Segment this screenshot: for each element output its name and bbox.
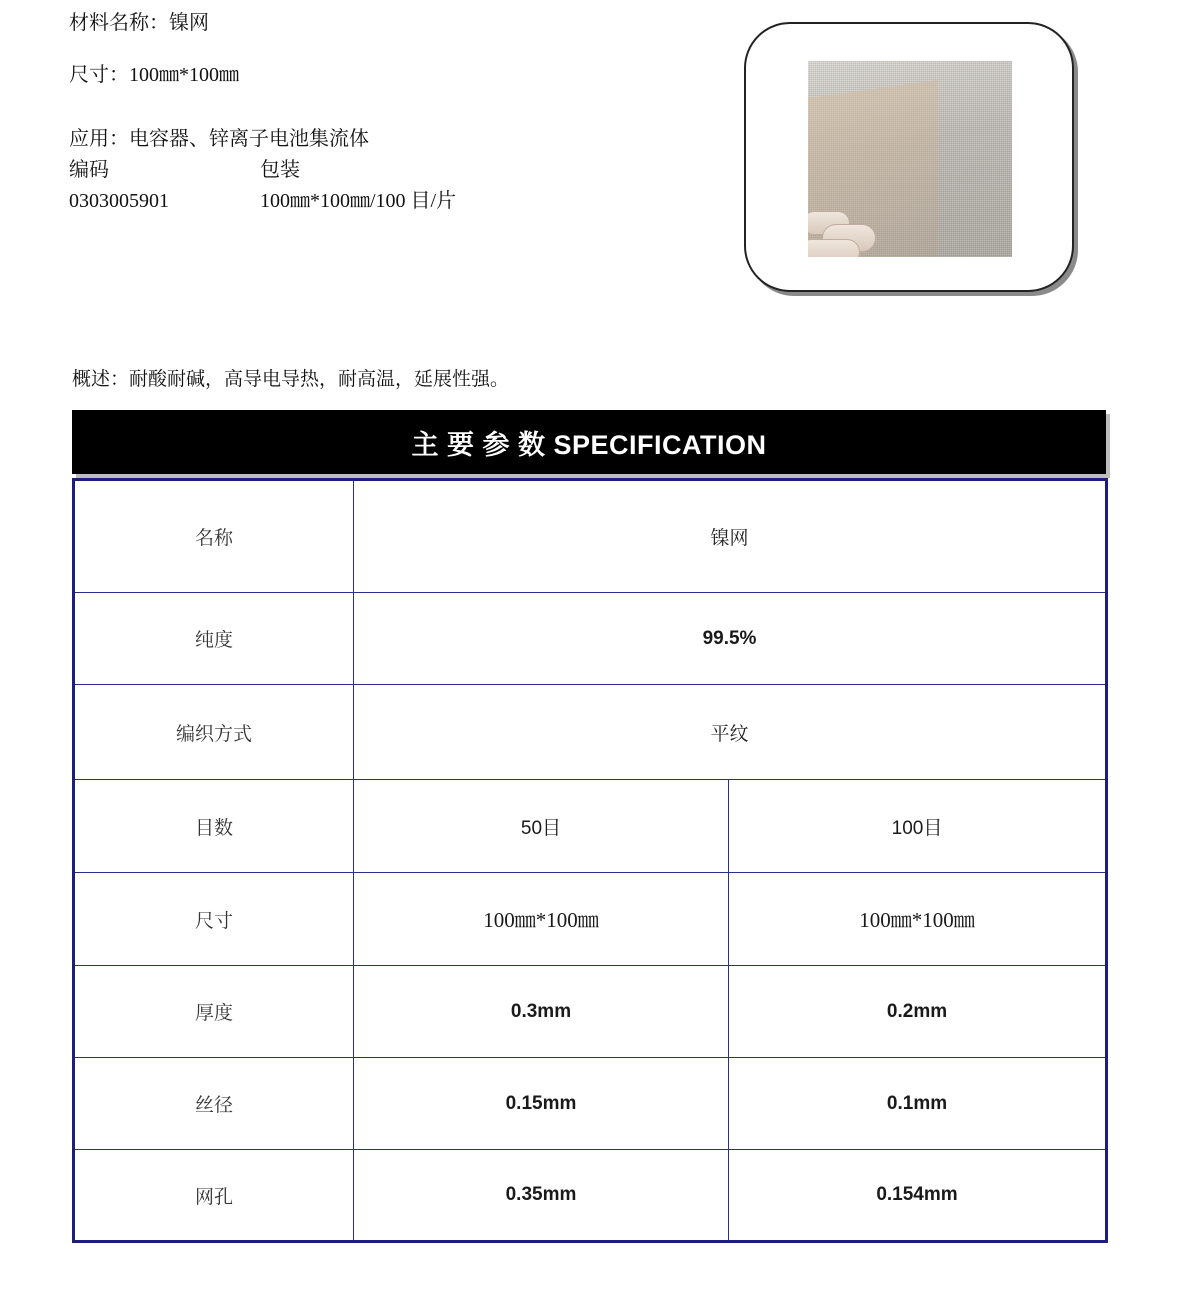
row-label-size: 尺寸 bbox=[74, 873, 354, 966]
summary-text: 概述：耐酸耐碱，高导电导热，耐高温，延展性强。 bbox=[72, 368, 510, 390]
package-label: 包装 bbox=[260, 157, 300, 181]
spec-table bbox=[72, 478, 1108, 1243]
material-name: 材料名称：镍网 bbox=[69, 10, 209, 34]
code-label: 编码 bbox=[69, 157, 109, 181]
table-row bbox=[74, 685, 1107, 780]
value-mesh-100: 100目 bbox=[729, 780, 1107, 873]
value-size-100: 100㎜*100㎜ bbox=[729, 873, 1107, 966]
value-weave: 平纹 bbox=[354, 685, 1107, 780]
spec-banner bbox=[72, 410, 1106, 474]
size-line: 尺寸：100㎜*100㎜ bbox=[69, 64, 239, 86]
row-label-name: 名称 bbox=[74, 480, 354, 593]
table-row bbox=[74, 593, 1107, 685]
value-thickness-50: 0.3mm bbox=[354, 966, 729, 1058]
table-row bbox=[74, 1150, 1107, 1242]
row-label-mesh: 目数 bbox=[74, 780, 354, 873]
table-row bbox=[74, 780, 1107, 873]
value-wire-diameter-100: 0.1mm bbox=[729, 1058, 1107, 1150]
table-row bbox=[74, 480, 1107, 593]
row-label-weave: 编织方式 bbox=[74, 685, 354, 780]
finger-shape bbox=[808, 239, 860, 257]
row-label-purity: 纯度 bbox=[74, 593, 354, 685]
value-thickness-100: 0.2mm bbox=[729, 966, 1107, 1058]
table-row bbox=[74, 1058, 1107, 1150]
value-mesh-50: 50目 bbox=[354, 780, 729, 873]
table-row bbox=[74, 873, 1107, 966]
code-value: 0303005901 bbox=[69, 190, 169, 212]
row-label-aperture: 网孔 bbox=[74, 1150, 354, 1242]
value-name: 镍网 bbox=[354, 480, 1107, 593]
application-line: 应用：电容器、锌离子电池集流体 bbox=[69, 126, 369, 150]
row-label-thickness: 厚度 bbox=[74, 966, 354, 1058]
value-size-50: 100㎜*100㎜ bbox=[354, 873, 729, 966]
value-purity: 99.5% bbox=[354, 593, 1107, 685]
value-aperture-50: 0.35mm bbox=[354, 1150, 729, 1242]
value-aperture-100: 0.154mm bbox=[729, 1150, 1107, 1242]
value-wire-diameter-50: 0.15mm bbox=[354, 1058, 729, 1150]
package-value: 100㎜*100㎜/100 目/片 bbox=[260, 190, 457, 212]
row-label-wire-diameter: 丝径 bbox=[74, 1058, 354, 1150]
product-photo bbox=[808, 61, 1012, 257]
spec-banner-title: 主 要 参 数 SPECIFICATION bbox=[411, 429, 767, 460]
table-row bbox=[74, 966, 1107, 1058]
